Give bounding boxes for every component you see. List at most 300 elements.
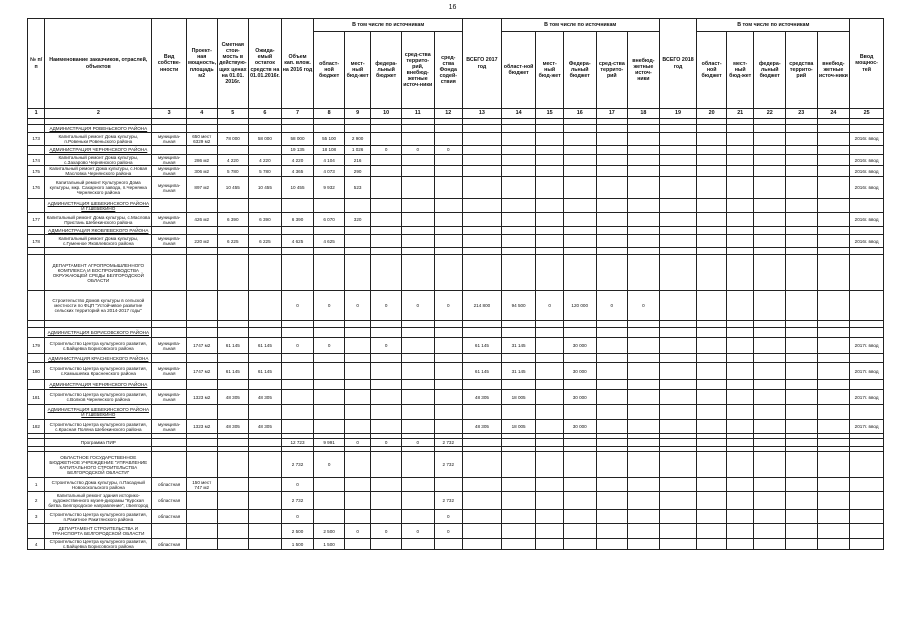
empty-cell bbox=[314, 354, 345, 363]
table-cell: 48 305 bbox=[463, 390, 502, 405]
row-number bbox=[28, 291, 45, 321]
spacer-row bbox=[28, 248, 884, 255]
table-cell bbox=[817, 363, 850, 380]
table-cell bbox=[501, 539, 536, 550]
row-number: 176 bbox=[28, 177, 45, 199]
table-cell bbox=[786, 539, 818, 550]
table-cell bbox=[786, 390, 818, 405]
table-cell bbox=[628, 177, 660, 199]
empty-cell bbox=[463, 380, 502, 390]
table-cell: 6 390 bbox=[281, 213, 314, 227]
empty-cell bbox=[463, 405, 502, 420]
table-cell: 426 м2 bbox=[186, 213, 217, 227]
table-cell: 0 bbox=[371, 291, 402, 321]
commissioning-year: 2016г. ввод bbox=[850, 235, 884, 248]
table-cell bbox=[659, 510, 697, 524]
table-cell bbox=[563, 539, 596, 550]
empty-cell bbox=[401, 321, 434, 328]
table-cell: 523 bbox=[344, 177, 370, 199]
empty-cell bbox=[536, 524, 564, 539]
section-title: АДМИНИСТРАЦИЯ ШЕБЕКИНСКОГО РАЙОНА И Г.ШЕБЕКИНО bbox=[45, 199, 152, 213]
table-cell bbox=[401, 166, 434, 177]
table-cell: 286 м2 bbox=[186, 155, 217, 166]
empty-cell bbox=[217, 227, 249, 235]
table-cell: 18 005 bbox=[501, 390, 536, 405]
empty-cell bbox=[628, 125, 660, 133]
empty-cell bbox=[217, 255, 249, 291]
table-cell bbox=[596, 235, 628, 248]
empty-cell bbox=[726, 321, 754, 328]
empty-cell bbox=[281, 405, 314, 420]
table-cell bbox=[726, 510, 754, 524]
section-row bbox=[28, 227, 884, 235]
empty-cell bbox=[249, 354, 282, 363]
table-cell bbox=[434, 133, 463, 146]
column-number: 19 bbox=[659, 109, 697, 119]
table-cell bbox=[726, 478, 754, 492]
empty-cell bbox=[850, 452, 884, 478]
empty-cell bbox=[726, 227, 754, 235]
commissioning-year: 2017г. ввод bbox=[850, 390, 884, 405]
table-cell bbox=[697, 390, 727, 405]
table-cell bbox=[249, 492, 282, 510]
empty-cell bbox=[501, 199, 536, 213]
empty-cell bbox=[850, 524, 884, 539]
empty-cell bbox=[786, 125, 818, 133]
empty-cell bbox=[850, 227, 884, 235]
empty-cell bbox=[754, 125, 786, 133]
table-cell bbox=[659, 539, 697, 550]
empty-cell bbox=[314, 255, 345, 291]
column-number: 17 bbox=[596, 109, 628, 119]
col-header: внебюд-жетные источ-ники bbox=[817, 32, 850, 109]
table-cell bbox=[659, 363, 697, 380]
empty-cell bbox=[817, 248, 850, 255]
table-cell bbox=[501, 177, 536, 199]
table-cell: 61 145 bbox=[217, 338, 249, 354]
object-name: Строительство Домов культуры в сельской местности по ФЦП "Устойчивое развитие сельских территорий на 2014-2017 годы" bbox=[45, 291, 152, 321]
table-cell bbox=[371, 166, 402, 177]
empty-cell bbox=[217, 524, 249, 539]
table-cell bbox=[371, 155, 402, 166]
empty-cell bbox=[726, 380, 754, 390]
empty-cell bbox=[754, 255, 786, 291]
empty-cell bbox=[786, 452, 818, 478]
empty-cell bbox=[697, 524, 727, 539]
empty-cell bbox=[817, 328, 850, 338]
empty-cell bbox=[314, 328, 345, 338]
col-header: сред-ства Фонда содей-ствия bbox=[434, 32, 463, 109]
empty-cell bbox=[536, 146, 564, 155]
table-row bbox=[28, 492, 884, 510]
table-cell: 55 100 bbox=[314, 133, 345, 146]
table-row bbox=[28, 155, 884, 166]
table-cell bbox=[786, 492, 818, 510]
empty-cell bbox=[536, 380, 564, 390]
table-cell bbox=[726, 155, 754, 166]
object-name: Капитальный ремонт Культурного Дома культуры, мкр. Сахарного завода, п.Чернянка Чернянского района bbox=[45, 177, 152, 199]
col-header: № п/п bbox=[28, 19, 45, 109]
empty-cell bbox=[186, 328, 217, 338]
table-cell: 6 070 bbox=[314, 213, 345, 227]
empty-cell bbox=[726, 248, 754, 255]
empty-cell bbox=[786, 199, 818, 213]
table-cell bbox=[463, 478, 502, 492]
table-cell bbox=[186, 439, 217, 447]
empty-cell bbox=[186, 321, 217, 328]
column-number: 22 bbox=[754, 109, 786, 119]
table-cell bbox=[697, 177, 727, 199]
table-row bbox=[28, 390, 884, 405]
empty-cell bbox=[344, 380, 370, 390]
section-title: АДМИНИСТРАЦИЯ РОВЕНЬСКОГО РАЙОНА bbox=[45, 125, 152, 133]
group-header-2018: В том числе по источникам bbox=[697, 19, 850, 32]
empty-cell bbox=[249, 321, 282, 328]
table-cell bbox=[817, 420, 850, 434]
table-cell bbox=[754, 363, 786, 380]
table-cell bbox=[726, 133, 754, 146]
commissioning-year bbox=[850, 510, 884, 524]
table-cell bbox=[344, 492, 370, 510]
commissioning-year: 2017г. ввод bbox=[850, 363, 884, 380]
empty-cell bbox=[754, 146, 786, 155]
table-cell: 61 145 bbox=[463, 363, 502, 380]
table-cell bbox=[754, 235, 786, 248]
empty-cell bbox=[401, 227, 434, 235]
row-number bbox=[28, 146, 45, 155]
table-cell bbox=[596, 155, 628, 166]
empty-cell bbox=[217, 354, 249, 363]
table-cell bbox=[628, 213, 660, 227]
table-cell bbox=[501, 235, 536, 248]
empty-cell bbox=[401, 354, 434, 363]
empty-cell bbox=[314, 227, 345, 235]
table-row bbox=[28, 133, 884, 146]
empty-cell bbox=[463, 248, 502, 255]
table-cell bbox=[401, 177, 434, 199]
ownership-type: муниципа-льная bbox=[152, 133, 187, 146]
empty-cell bbox=[371, 255, 402, 291]
table-cell: 2 732 bbox=[281, 492, 314, 510]
empty-cell bbox=[463, 354, 502, 363]
empty-cell bbox=[536, 199, 564, 213]
empty-cell bbox=[536, 248, 564, 255]
table-cell bbox=[186, 539, 217, 550]
empty-cell bbox=[659, 248, 697, 255]
row-number: 3 bbox=[28, 510, 45, 524]
col-header: Наименование заказчиков, отраслей, объектов bbox=[45, 19, 152, 109]
table-cell: 1323 м2 bbox=[186, 420, 217, 434]
table-cell bbox=[463, 492, 502, 510]
table-cell bbox=[344, 390, 370, 405]
table-cell bbox=[501, 166, 536, 177]
section-title: АДМИНИСТРАЦИЯ БОРИСОВСКОГО РАЙОНА bbox=[45, 328, 152, 338]
empty-cell bbox=[371, 248, 402, 255]
table-cell bbox=[726, 166, 754, 177]
table-cell: 94 500 bbox=[501, 291, 536, 321]
table-cell bbox=[344, 363, 370, 380]
table-cell bbox=[501, 478, 536, 492]
section-row bbox=[28, 380, 884, 390]
section-row bbox=[28, 405, 884, 420]
empty-cell bbox=[850, 255, 884, 291]
table-cell bbox=[726, 338, 754, 354]
empty-cell bbox=[344, 248, 370, 255]
table-cell: 30 000 bbox=[563, 390, 596, 405]
empty-cell bbox=[628, 227, 660, 235]
empty-cell bbox=[217, 248, 249, 255]
empty-cell bbox=[463, 321, 502, 328]
table-cell bbox=[754, 420, 786, 434]
table-cell bbox=[659, 291, 697, 321]
commissioning-year: 2016г. ввод bbox=[850, 213, 884, 227]
table-cell bbox=[186, 291, 217, 321]
table-cell: 0 bbox=[401, 291, 434, 321]
empty-cell bbox=[850, 328, 884, 338]
table-cell: 78 000 bbox=[217, 133, 249, 146]
empty-cell bbox=[371, 321, 402, 328]
empty-cell bbox=[628, 255, 660, 291]
table-cell bbox=[786, 338, 818, 354]
department-title: ДЕПАРТАМЕНТ СТРОИТЕЛЬСТВА И ТРАНСПОРТА БЕЛГОРОДСКОЙ ОБЛАСТИ bbox=[45, 524, 152, 539]
table-cell: 61 145 bbox=[463, 338, 502, 354]
empty-cell bbox=[659, 328, 697, 338]
table-cell: 0 bbox=[281, 338, 314, 354]
table-cell bbox=[817, 492, 850, 510]
empty-cell bbox=[726, 405, 754, 420]
empty-cell bbox=[697, 125, 727, 133]
total-cell: 0 bbox=[314, 452, 345, 478]
department-row bbox=[28, 255, 884, 291]
object-name: Капитальный ремонт Дома культуры, с.Захарово Чернянского района bbox=[45, 155, 152, 166]
table-cell bbox=[726, 492, 754, 510]
empty-cell bbox=[314, 405, 345, 420]
empty-cell bbox=[186, 255, 217, 291]
col-header: Вид собстве-нности bbox=[152, 19, 187, 109]
empty-cell bbox=[371, 328, 402, 338]
object-name: Капитальный ремонт Дома культуры, с.Маслова Пристань Шебекинского района bbox=[46, 214, 151, 225]
empty-cell bbox=[726, 452, 754, 478]
table-cell bbox=[401, 213, 434, 227]
table-cell bbox=[314, 420, 345, 434]
empty-cell bbox=[754, 380, 786, 390]
table-cell: 0 bbox=[281, 510, 314, 524]
table-cell bbox=[371, 492, 402, 510]
empty-cell bbox=[434, 227, 463, 235]
empty-cell bbox=[186, 146, 217, 155]
table-cell bbox=[371, 478, 402, 492]
column-number: 12 bbox=[434, 109, 463, 119]
row-number bbox=[28, 380, 45, 390]
column-number: 24 bbox=[817, 109, 850, 119]
column-number: 9 bbox=[344, 109, 370, 119]
total-cell: 0 bbox=[434, 146, 463, 155]
table-cell bbox=[697, 478, 727, 492]
table-cell: 30 000 bbox=[563, 338, 596, 354]
commissioning-year: 2016г. ввод bbox=[850, 177, 884, 199]
empty-cell bbox=[563, 380, 596, 390]
column-number: 15 bbox=[536, 109, 564, 119]
object-name: Строительство Дома культуры, п.Пасадный Новооскольского района bbox=[45, 478, 152, 492]
empty-cell bbox=[501, 248, 536, 255]
table-cell bbox=[434, 539, 463, 550]
empty-cell bbox=[434, 255, 463, 291]
empty-cell bbox=[186, 248, 217, 255]
total-cell: 0 bbox=[371, 524, 402, 539]
table-cell: 0 bbox=[434, 510, 463, 524]
empty-cell bbox=[28, 321, 45, 328]
table-cell: 5 780 bbox=[249, 166, 282, 177]
table-cell: 0 bbox=[628, 291, 660, 321]
empty-cell bbox=[786, 255, 818, 291]
col-header: Ожида-емый остаток средств на 01.01.2016г. bbox=[249, 19, 282, 109]
empty-cell bbox=[281, 199, 314, 213]
empty-cell bbox=[850, 248, 884, 255]
empty-cell bbox=[401, 199, 434, 213]
commissioning-year: 2016г. ввод bbox=[850, 133, 884, 146]
table-row bbox=[28, 291, 884, 321]
table-cell bbox=[249, 539, 282, 550]
empty-cell bbox=[850, 125, 884, 133]
empty-cell bbox=[281, 227, 314, 235]
row-number: 2 bbox=[28, 492, 45, 510]
department-row bbox=[28, 452, 884, 478]
table-cell: 48 305 bbox=[249, 420, 282, 434]
empty-cell bbox=[314, 248, 345, 255]
table-row bbox=[28, 338, 884, 354]
section-title: АДМИНИСТРАЦИЯ КРАСНЕНСКОГО РАЙОНА bbox=[45, 354, 152, 363]
col-header: сред-ства террито-рий bbox=[596, 32, 628, 109]
table-cell bbox=[726, 363, 754, 380]
table-cell bbox=[563, 177, 596, 199]
empty-cell bbox=[463, 452, 502, 478]
empty-cell bbox=[281, 354, 314, 363]
table-cell bbox=[786, 291, 818, 321]
group-header-2017: В том числе по источникам bbox=[501, 19, 659, 32]
table-row bbox=[28, 235, 884, 248]
empty-cell bbox=[754, 405, 786, 420]
empty-cell bbox=[563, 354, 596, 363]
empty-cell bbox=[786, 405, 818, 420]
empty-cell bbox=[563, 328, 596, 338]
table-cell: 0 bbox=[371, 439, 402, 447]
empty-cell bbox=[501, 524, 536, 539]
table-cell bbox=[249, 510, 282, 524]
empty-cell bbox=[434, 405, 463, 420]
empty-cell bbox=[371, 199, 402, 213]
table-cell bbox=[697, 539, 727, 550]
empty-cell bbox=[217, 125, 249, 133]
table-cell: 30 000 bbox=[563, 363, 596, 380]
empty-cell bbox=[697, 199, 727, 213]
table-cell bbox=[344, 539, 370, 550]
section-title: АДМИНИСТРАЦИЯ ШЕБЕКИНСКОГО РАЙОНА И Г.ШЕБЕКИНО bbox=[45, 405, 152, 420]
empty-cell bbox=[628, 146, 660, 155]
empty-cell bbox=[817, 199, 850, 213]
table-cell bbox=[563, 492, 596, 510]
empty-cell bbox=[697, 321, 727, 328]
empty-cell bbox=[344, 328, 370, 338]
table-cell bbox=[434, 166, 463, 177]
table-cell bbox=[628, 492, 660, 510]
table-cell bbox=[563, 478, 596, 492]
table-cell bbox=[401, 510, 434, 524]
table-cell bbox=[596, 177, 628, 199]
object-name: Строительство Центра культурного развития, п.Ракитное Ракитянского района bbox=[45, 510, 152, 524]
col-header: Проект-ная мощность, площадь м2 bbox=[186, 19, 217, 109]
table-cell bbox=[697, 363, 727, 380]
commissioning-year: 2017г. ввод bbox=[850, 420, 884, 434]
table-cell bbox=[659, 439, 697, 447]
table-cell bbox=[628, 420, 660, 434]
table-cell bbox=[371, 177, 402, 199]
empty-cell bbox=[344, 405, 370, 420]
empty-cell bbox=[281, 125, 314, 133]
table-cell: 6 225 bbox=[217, 235, 249, 248]
empty-cell bbox=[186, 405, 217, 420]
table-cell bbox=[371, 510, 402, 524]
table-cell: 58 000 bbox=[249, 133, 282, 146]
empty-cell bbox=[152, 452, 187, 478]
empty-cell bbox=[501, 227, 536, 235]
column-number: 20 bbox=[697, 109, 727, 119]
table-cell bbox=[754, 166, 786, 177]
commissioning-year: 2017г. ввод bbox=[850, 338, 884, 354]
column-number: 1 bbox=[28, 109, 45, 119]
table-cell: 650 мест 6329 м2 bbox=[186, 133, 217, 146]
section-row bbox=[28, 328, 884, 338]
table-cell bbox=[817, 510, 850, 524]
empty-cell bbox=[344, 321, 370, 328]
empty-cell bbox=[754, 248, 786, 255]
commissioning-year: 2016г. ввод bbox=[850, 166, 884, 177]
empty-cell bbox=[152, 321, 187, 328]
empty-cell bbox=[401, 255, 434, 291]
empty-cell bbox=[281, 328, 314, 338]
table-cell: 4 073 bbox=[314, 166, 345, 177]
column-number: 18 bbox=[628, 109, 660, 119]
table-cell bbox=[186, 492, 217, 510]
empty-cell bbox=[697, 452, 727, 478]
empty-cell bbox=[596, 524, 628, 539]
table-cell bbox=[536, 235, 564, 248]
table-cell: 18 005 bbox=[501, 420, 536, 434]
table-cell bbox=[786, 439, 818, 447]
table-cell bbox=[463, 539, 502, 550]
table-cell: 61 145 bbox=[249, 363, 282, 380]
table-cell: 2 732 bbox=[434, 492, 463, 510]
empty-cell bbox=[152, 227, 187, 235]
col-header: Объем кап. влож. на 2016 год bbox=[281, 19, 314, 109]
empty-cell bbox=[754, 452, 786, 478]
empty-cell bbox=[726, 125, 754, 133]
column-number: 8 bbox=[314, 109, 345, 119]
table-cell bbox=[596, 510, 628, 524]
table-cell bbox=[754, 213, 786, 227]
table-cell: 0 bbox=[536, 291, 564, 321]
empty-cell bbox=[501, 321, 536, 328]
empty-cell bbox=[217, 321, 249, 328]
table-body bbox=[28, 109, 884, 550]
empty-cell bbox=[152, 354, 187, 363]
empty-cell bbox=[463, 255, 502, 291]
table-cell bbox=[817, 539, 850, 550]
table-cell bbox=[217, 291, 249, 321]
table-cell bbox=[596, 338, 628, 354]
column-number: 3 bbox=[152, 109, 187, 119]
table-cell bbox=[536, 363, 564, 380]
empty-cell bbox=[463, 146, 502, 155]
